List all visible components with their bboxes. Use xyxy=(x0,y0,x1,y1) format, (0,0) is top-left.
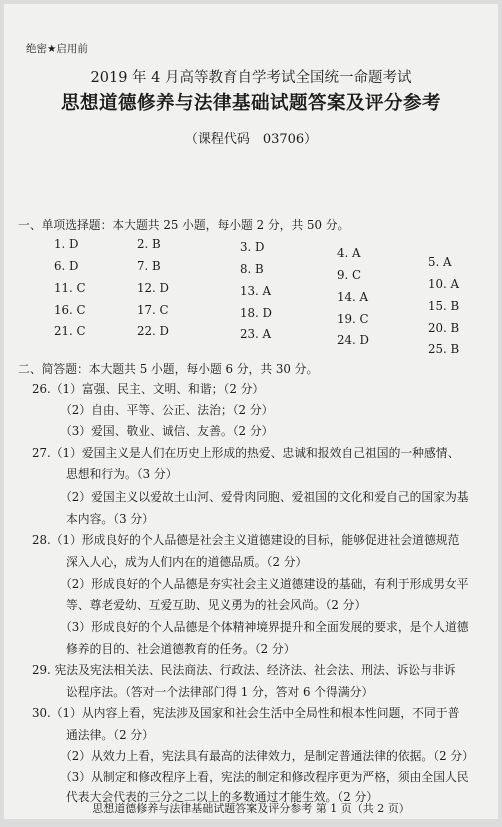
answer-item: 9. C xyxy=(337,268,362,282)
course-code: （课程代码 03706） xyxy=(184,132,318,147)
answer-line: 27.（1）爱国主义是人们在历史上形成的热爱、忠诚和报效自己祖国的一种感情、 xyxy=(32,446,460,460)
answer-item: 13. A xyxy=(240,284,272,298)
answer-line: 30.（1）从内容上看，宪法涉及国家和社会生活中全局性和根本性问题，不同于普 xyxy=(32,706,460,720)
answer-line: 29. 宪法及宪法相关法、民法商法、行政法、经济法、社会法、刑法、诉讼与非诉 xyxy=(32,663,456,677)
answer-sheet-page xyxy=(4,4,498,819)
answer-item: 23. A xyxy=(240,327,272,341)
answer-line: 代表大会代表的三分之二以上的多数通过才能生效。（2 分） xyxy=(66,790,379,804)
page-title: 思想道德修养与法律基础试题答案及评分参考 xyxy=(60,93,441,114)
answer-item: 3. D xyxy=(240,240,265,254)
answer-item: 14. A xyxy=(337,290,369,304)
answer-line: （3）爱国、敬业、诚信、友善。（2 分） xyxy=(60,424,274,438)
answer-item: 6. D xyxy=(54,259,79,273)
answer-line: （3）形成良好的个人品德是个体精神境界提升和全面发展的要求，是个人道德 xyxy=(60,620,469,634)
answer-item: 8. B xyxy=(240,262,264,276)
answer-item: 1. D xyxy=(54,237,79,251)
answer-line: 通法律。（2 分） xyxy=(66,728,154,742)
confidential-label: 绝密★启用前 xyxy=(26,43,88,55)
answer-item: 18. D xyxy=(240,306,272,320)
answer-item: 16. C xyxy=(54,303,86,317)
answer-item: 7. B xyxy=(137,259,161,273)
answer-line: 修养的目的、社会道德教育的任务。（2 分） xyxy=(66,642,296,656)
answer-item: 11. C xyxy=(54,281,86,295)
answer-line: 26.（1）富强、民主、文明、和谐；（2 分） xyxy=(32,382,265,396)
answer-item: 2. B xyxy=(137,237,161,251)
answer-item: 4. A xyxy=(337,246,361,260)
answer-item: 17. C xyxy=(137,303,169,317)
answer-line: （2）从效力上看，宪法具有最高的法律效力，是制定普通法律的依据。（2 分） xyxy=(60,749,474,763)
exam-heading: 2019 年 4 月高等教育自学考试全国统一命题考试 xyxy=(90,70,412,86)
answer-line: 讼程序法。（答对一个法律部门得 1 分，答对 6 个得满分） xyxy=(66,685,374,699)
page-footer: 思想道德修养与法律基础试题答案及评分参考 第 1 页（共 2 页） xyxy=(92,802,410,815)
section1-heading: 一、单项选择题：本大题共 25 小题，每小题 2 分，共 50 分。 xyxy=(18,218,350,232)
answer-item: 22. D xyxy=(137,324,169,338)
answer-line: （2）形成良好的个人品德是夯实社会主义道德建设的基础，有利于形成男女平 xyxy=(60,577,469,591)
answer-item: 5. A xyxy=(428,255,452,269)
answer-line: （3）从制定和修改程序上看，宪法的制定和修改程序更为严格，须由全国人民 xyxy=(60,770,469,784)
answer-item: 25. B xyxy=(428,342,460,356)
answer-line: 本内容。（3 分） xyxy=(66,512,154,526)
answer-item: 12. D xyxy=(137,281,169,295)
answer-item: 21. C xyxy=(54,324,86,338)
answer-line: （2）自由、平等、公正、法治；（2 分） xyxy=(60,403,274,417)
answer-line: 深入人心，成为人们内在的道德品质。（2 分） xyxy=(66,555,308,569)
answer-item: 19. C xyxy=(337,312,369,326)
answer-item: 20. B xyxy=(428,321,460,335)
answer-line: 思想和行为。（3 分） xyxy=(66,467,178,481)
answer-item: 24. D xyxy=(337,333,369,347)
answer-item: 15. B xyxy=(428,299,460,313)
section2-heading: 二、简答题：本大题共 5 小题，每小题 6 分，共 30 分。 xyxy=(18,362,319,376)
answer-line: 28.（1）形成良好的个人品德是社会主义道德建设的目标，能够促进社会道德规范 xyxy=(32,533,460,547)
answer-line: （2）爱国主义以爱故土山河、爱骨肉同胞、爱祖国的文化和爱自己的国家为基 xyxy=(60,490,469,504)
answer-item: 10. A xyxy=(428,277,460,291)
answer-line: 等、尊老爱幼、互爱互助、见义勇为的社会风尚。（2 分） xyxy=(66,598,367,612)
